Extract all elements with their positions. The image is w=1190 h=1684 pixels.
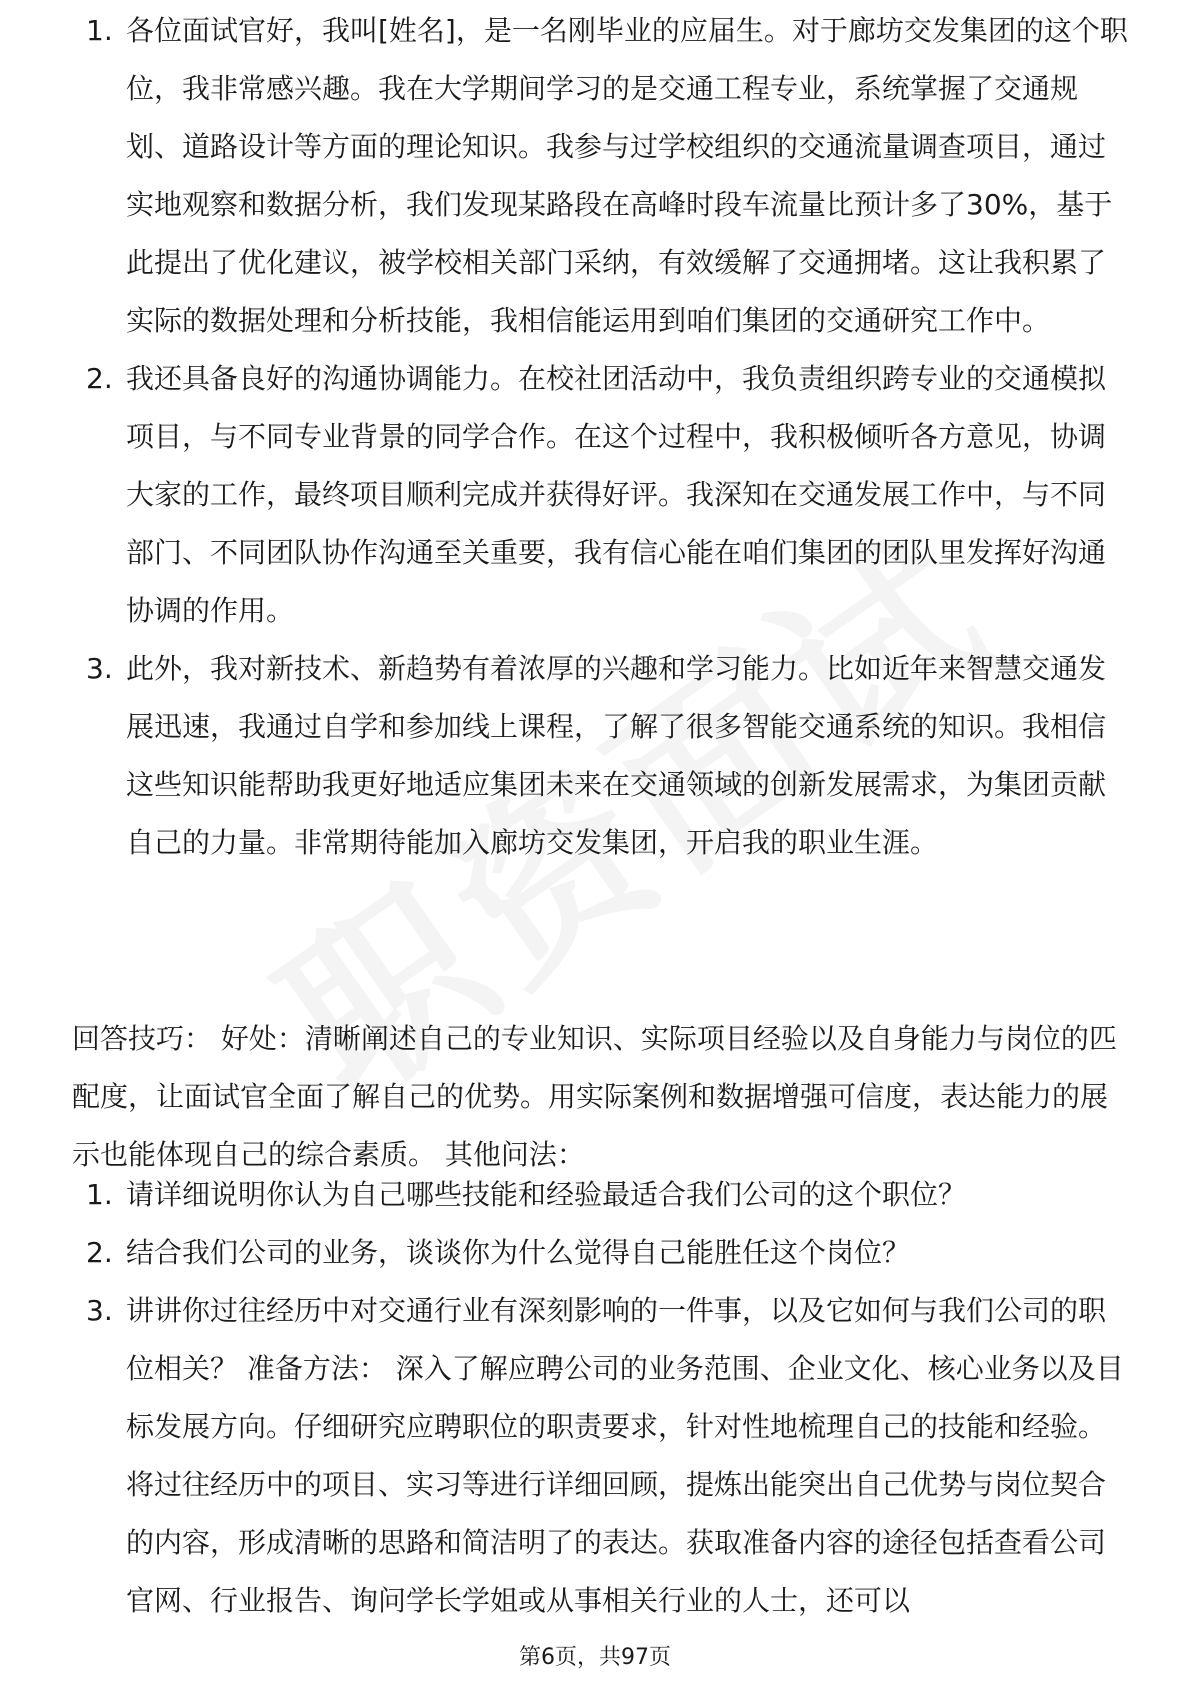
list-item-number: 3. — [86, 1294, 113, 1327]
list-item — [72, 640, 1132, 872]
list-item — [72, 1166, 1132, 1224]
tips-paragraph: 回答技巧： 好处：清晰阐述自己的专业知识、实际项目经验以及自身能力与岗位的匹配度，让面试官全面了解自己的优势。用实际案例和数据增强可信度，表达能力的展示也能体现自己的综合素质。 其他问法： — [72, 1022, 1117, 1171]
list-item — [72, 1282, 1132, 1630]
list-item — [72, 2, 1132, 350]
list-item-number: 2. — [86, 1236, 113, 1269]
list-item-text: 请详细说明你认为自己哪些技能和经验最适合我们公司的这个职位？ — [126, 1178, 967, 1211]
list-item — [72, 350, 1132, 640]
list-item-text: 此外，我对新技术、新趋势有着浓厚的兴趣和学习能力。比如近年来智慧交通发展迅速，我通过自学和参加线上课程，了解了很多智能交通系统的知识。我相信这些知识能帮助我更好地适应集团未来在交通领域的创新发展需求，为集团贡献自己的力量。非常期待能加入廊坊交发集团，开启我的职业生涯。 — [126, 652, 1107, 859]
list-item-number: 1. — [86, 14, 113, 47]
list-item — [72, 1224, 1132, 1282]
list-item-number: 2. — [86, 362, 113, 395]
list-item-text: 讲讲你过往经历中对交通行业有深刻影响的一件事，以及它如何与我们公司的职位相关？ 准备方法： 深入了解应聘公司的业务范围、企业文化、核心业务以及目标发展方向。仔细研究应聘职位的职责要求，针对性地梳理自己的技能和经验。将过往经历中的项目、实习等进行详细回顾，提炼出能突出自己优势与岗位契合的内容，形成清晰的思路和简洁明了的表达。获取准备内容的途径包括查看公司官网、行业报告、询问学长学姐或从事相关行业的人士，还可以 — [126, 1294, 1124, 1617]
list-item-text: 各位面试官好，我叫[姓名]，是一名刚毕业的应届生。对于廊坊交发集团的这个职位，我非常感兴趣。我在大学期间学习的是交通工程专业，系统掌握了交通规划、道路设计等方面的理论知识。我参与过学校组织的交通流量调查项目，通过实地观察和数据分析，我们发现某路段在高峰时段车流量比预计多了30%，基于此提出了优化建议，被学校相关部门采纳，有效缓解了交通拥堵。这让我积累了实际的数据处理和分析技能，我相信能运用到咱们集团的交通研究工作中。 — [126, 14, 1128, 337]
answer-list — [72, 14, 1132, 872]
list-item-text: 结合我们公司的业务，谈谈你为什么觉得自己能胜任这个岗位？ — [126, 1236, 911, 1269]
list-item-number: 3. — [86, 652, 113, 685]
alternative-questions-list — [72, 1166, 1132, 1630]
list-item-number: 1. — [86, 1178, 113, 1211]
list-item-text: 我还具备良好的沟通协调能力。在校社团活动中，我负责组织跨专业的交通模拟项目，与不同专业背景的同学合作。在这个过程中，我积极倾听各方意见，协调大家的工作，最终项目顺利完成并获得好评。我深知在交通发展工作中，与不同部门、不同团队协作沟通至关重要，我有信心能在咱们集团的团队里发挥好沟通协调的作用。 — [126, 362, 1107, 627]
page-footer: 第6页，共97页 — [519, 1645, 671, 1670]
